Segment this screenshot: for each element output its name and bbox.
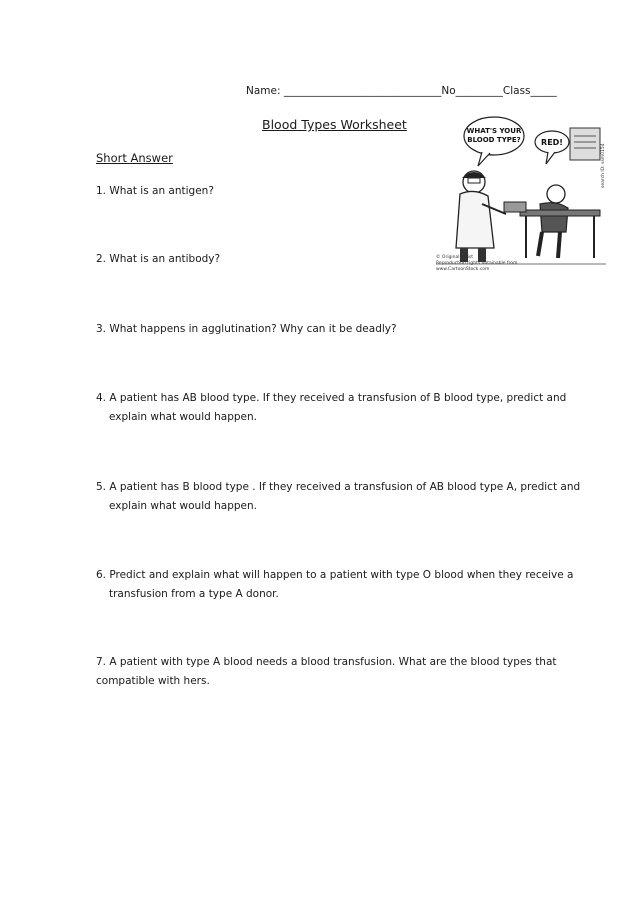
blood-type-cartoon xyxy=(430,108,610,276)
class-label: Class xyxy=(502,85,531,97)
question-5-line-1: 5. A patient has B blood type . If they received a transfusion of AB blood type A, predict and xyxy=(96,481,581,493)
section-title: Short Answer xyxy=(96,151,173,165)
question-7-line-2: compatible with hers. xyxy=(96,675,210,687)
class-blank: _____ xyxy=(530,85,557,97)
patient-body xyxy=(540,203,568,232)
cartoon-search-id: search ID: ssm0154 xyxy=(601,143,606,188)
question-2-text: 2. What is an antibody? xyxy=(96,253,221,265)
question-5 xyxy=(96,478,586,516)
question-7 xyxy=(96,653,586,691)
desk-top xyxy=(520,210,600,216)
name-label: Name: xyxy=(246,85,281,97)
question-4-line-2: explain what would happen. xyxy=(109,411,258,423)
patient-head xyxy=(547,185,565,203)
patient-bubble-text: RED! xyxy=(541,138,563,147)
blood-sample-box xyxy=(504,202,526,212)
question-6 xyxy=(96,566,586,604)
cartoon-reproduction: Reproduction rights obtainable from xyxy=(436,261,518,266)
question-6-line-1: 6. Predict and explain what will happen to a patient with type O blood when they receive a xyxy=(96,569,574,581)
cartoon-site: www.CartoonStock.com xyxy=(436,267,490,272)
student-info-line xyxy=(246,85,557,97)
cartoon-copyright: © Original Artist xyxy=(436,255,474,260)
question-3-text: 3. What happens in agglutination? Why can it be deadly? xyxy=(96,323,397,335)
question-5-line-2: explain what would happen. xyxy=(109,500,258,512)
doctor-bubble-line-1: WHAT'S YOUR xyxy=(466,127,522,135)
worksheet-title: Blood Types Worksheet xyxy=(262,117,407,132)
question-4-line-1: 4. A patient has AB blood type. If they received a transfusion of B blood type, predict and xyxy=(96,392,567,404)
doctor-coat xyxy=(456,191,494,248)
name-blank: ______________________________ xyxy=(283,85,442,97)
question-4 xyxy=(96,389,586,427)
wall-chart xyxy=(570,128,600,160)
no-blank: _________ xyxy=(455,85,503,97)
doctor-bubble-line-2: BLOOD TYPE? xyxy=(467,136,521,144)
no-label: No xyxy=(441,85,456,97)
question-1-text: 1. What is an antigen? xyxy=(96,185,214,197)
question-7-line-1: 7. A patient with type A blood needs a blood transfusion. What are the blood types that xyxy=(96,656,557,668)
question-3 xyxy=(96,320,586,339)
question-6-line-2: transfusion from a type A donor. xyxy=(109,588,279,600)
